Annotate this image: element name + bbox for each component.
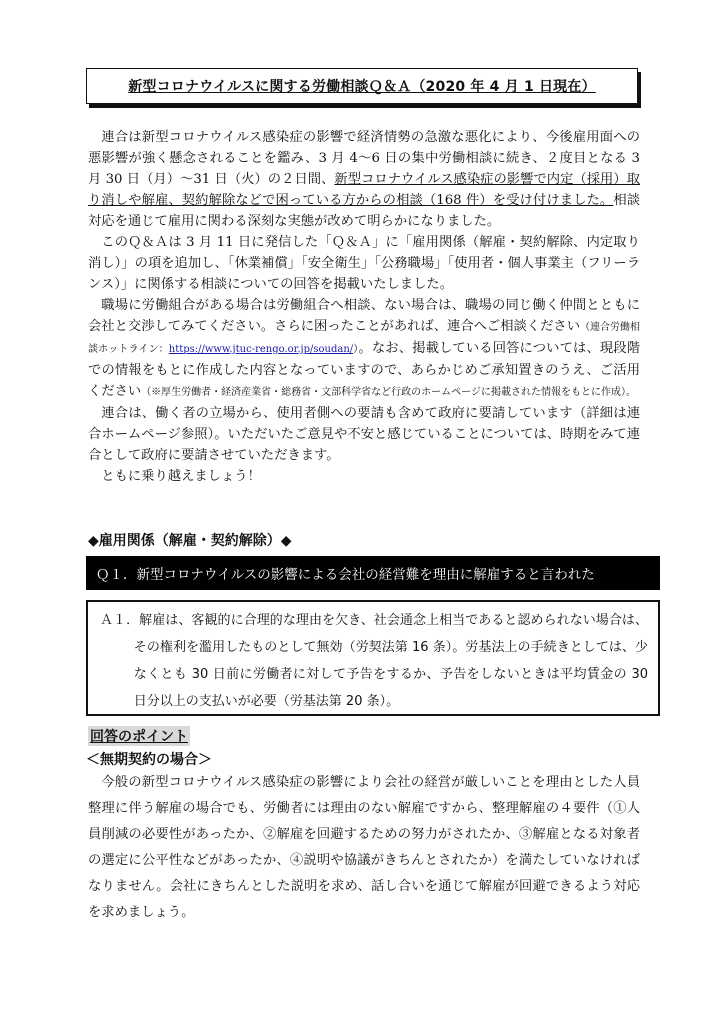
intro-p1-text-end: 相談対応を通じて雇用に関わる深刻な実態が改めて明らかになりました。 bbox=[88, 193, 641, 229]
intro-p3-text-2: 。なお、掲載している回答については、現段階での情報をもとに作成した内容となっていますので、あらかじめご承知置きのうえ、ご活用ください bbox=[88, 341, 641, 399]
answer-points-heading: 回答のポイント bbox=[88, 726, 190, 746]
intro-paragraph-5: ともに乗り越えましょう！ bbox=[101, 469, 261, 484]
points-paragraph: 今般の新型コロナウイルス感染症の影響により会社の経営が厳しいことを理由とした人員整理に伴う解雇の場合でも、労働者には理由のない解雇ですから、整理解雇の４要件（①人員削減の必要性があったか、②解雇を回避するための努力がされたか、③解雇となる対象者の選定に公平性などがあったか、④説明や協議がきちんとされたか）を満たしていなければなりません。会社にきちんとした説明を求め、話し合いを通じて解雇が回避できるよう対応を求めましょう。 bbox=[88, 775, 640, 920]
intro-p1-text: 連合は新型コロナウイルス感染症の影響で経済情勢の急激な悪化により、今後雇用面への悪影響が強く懸念されることを鑑み、3 月 4～6 日の集中労働相談に続き、２度目となる 3 月 30 日（月）～31 日（火）の２日間、 bbox=[88, 130, 640, 187]
hotline-close: ） bbox=[353, 344, 359, 355]
answer-box bbox=[86, 600, 660, 716]
intro-paragraph-2: このＱ＆Ａは 3 月 11 日に発信した「Ｑ＆Ａ」に「雇用関係（解雇・契約解除、内定取り消し）」の項を追加し、「休業補償」「安全衛生」「公務職場」「使用者・個人事業主（フリーランス）」に関係する相談についての回答を掲載いたしました。 bbox=[88, 235, 640, 292]
section-heading: ◆雇用関係（解雇・契約解除）◆ bbox=[88, 533, 292, 549]
page-title: 新型コロナウイルスに関する労働相談Ｑ＆Ａ（2020 年 4 月 1 日現在） bbox=[128, 79, 596, 95]
intro-paragraph-1 bbox=[88, 127, 640, 232]
title-box bbox=[86, 68, 638, 104]
subheading-indefinite-contract: ＜無期契約の場合＞ bbox=[86, 752, 212, 768]
question-bar bbox=[86, 556, 660, 590]
hotline-label: （連合労働相談ホットライン： bbox=[88, 322, 641, 355]
points-body bbox=[88, 770, 640, 926]
intro-p3-text: 職場に労働組合がある場合は労働組合へ相談、ない場合は、職場の同じ働く仲間とともに会社と交渉してみてください。さらに困ったことがあれば、連合へご相談ください bbox=[88, 298, 640, 334]
source-note: （※厚生労働者・経済産業省・総務省・文部科学省など行政のホームページに掲載された情報をもとに作成）。 bbox=[141, 387, 636, 398]
intro-section bbox=[88, 127, 640, 487]
hotline-link[interactable]: https://www.jtuc-rengo.or.jp/soudan/ bbox=[168, 344, 354, 355]
intro-paragraph-4: 連合は、働く者の立場から、使用者側への要請も含めて政府に要請しています（詳細は連合ホームページ参照）。いただいたご意見や不安と感じていることについては、時期をみて連合として政府に要請させていただきます。 bbox=[88, 406, 640, 463]
intro-p1-underlined: 新型コロナウイルス感染症の影響で内定（採用）取り消しや解雇、契約解除などで困っている方からの相談（168 件）を受け付けました。 bbox=[88, 172, 640, 208]
intro-paragraph-3 bbox=[88, 295, 640, 403]
question-text: Ｑ１．新型コロナウイルスの影響による会社の経営難を理由に解雇すると言われた bbox=[96, 567, 595, 583]
answer-text: Ａ１．解雇は、客観的に合理的な理由を欠き、社会通念上相当であると認められない場合は、その権利を濫用したものとして無効（労契法第 16 条）。労基法上の手続きとしては、少なくとも 30 日前に労働者に対して予告をするか、予告をしないときは平均賃金の 30 日分以上の支払いが必要（労基法第 20 条）。 bbox=[100, 613, 648, 709]
